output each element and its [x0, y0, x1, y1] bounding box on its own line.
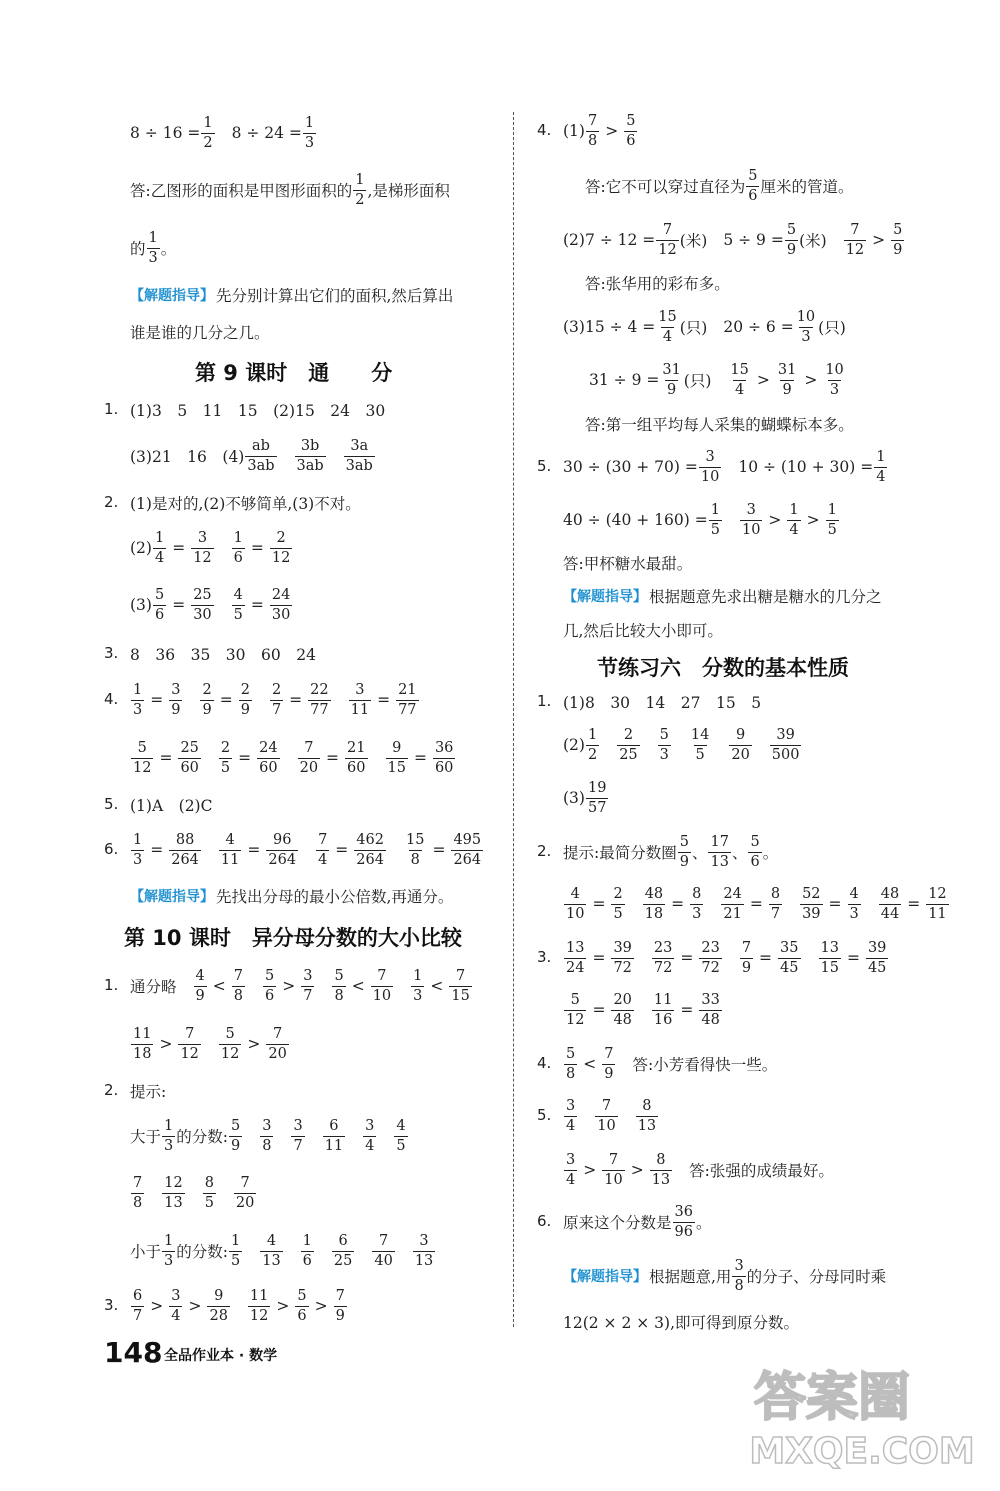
- r-q4-line-4: 31 ÷ 9 = $\frac{31}{9}$ (只) 15 4 > 31 9 > 10 3: [589, 362, 844, 398]
- less-than-third: 小于 1 3 的分数: 1 5 4 13 1 6 6 25 7 40 3 13: [130, 1233, 434, 1269]
- p4-line: 5 8 < 7 9 答:小芳看得快一些。: [566, 1046, 778, 1082]
- guide-line-3: 【解题指导】 先找出分母的最小公倍数,再通分。: [130, 888, 454, 906]
- book-title: 全品作业本 · 数学: [164, 1348, 278, 1364]
- r-q4-answer-3: 答:第一组平均每人采集的蝴蝶标本多。: [585, 416, 854, 434]
- watermark-text: 答案圈: [753, 1368, 911, 1428]
- fraction: $\frac{1}{2}$: [203, 115, 213, 151]
- item-number: 6.: [537, 1212, 552, 1230]
- item-number: 3.: [104, 1296, 119, 1314]
- p6-guide-line: 【解题指导】 根据题意,用 3 8 的分子、分母同时乘: [563, 1258, 887, 1294]
- p3-line-1: $\frac{13}{24}$ = $\frac{39}{72}$ $\frac{23}{72}$ = $\frac{23}{72}$ $\frac{7}{9}$ = $\frac{35}{45}$ $\frac{13}{15}$ = $\frac{39}{45}$: [566, 940, 887, 976]
- q2-line-2: (2) $\frac{1}{4}$ = $\frac{3}{12}$ $\frac{1}{6}$ = $\frac{2}{12}$: [130, 530, 291, 566]
- r-q4-answer-1: 答:它不可以穿过直径为 5 6 厘米的管道。: [585, 168, 854, 204]
- item-number: 3.: [537, 948, 552, 966]
- p5-line-2: 3 4 > 7 10 > 8 13 答:张强的成绩最好。: [566, 1152, 834, 1188]
- s10-q1-line-1: 通分略 4 9 < 7 8 5 6 > 3 7 5 8 < 7 10 1 3 < 7 15: [130, 968, 470, 1004]
- item-number: 3.: [104, 644, 119, 662]
- s10-q2-hint: 提示:: [130, 1083, 167, 1101]
- expr: 8 ÷ 24 =: [231, 124, 302, 142]
- q5-line: (1)A (2)C: [130, 797, 213, 815]
- r-q4-line-2: (2)7 ÷ 12 = $\frac{7}{12}$ (米) 5 ÷ 9 = $\frac{5}{9}$ (米) 7 12 > 5 9: [563, 222, 903, 258]
- column-divider: [513, 112, 514, 1327]
- fraction: $\frac{1}{3}$: [304, 115, 315, 151]
- p1-line-1: (1)8 30 14 27 15 5: [563, 694, 762, 712]
- item-number: 1.: [104, 400, 119, 418]
- section-heading-10: 第 10 课时 异分母分数的大小比较: [124, 926, 462, 950]
- division-line: [130, 103, 317, 163]
- watermark-url: MXQE.COM: [749, 1431, 975, 1472]
- fraction: 1 2: [355, 172, 365, 208]
- guide-tag: 【解题指导】: [130, 288, 214, 304]
- r-guide-line: 【解题指导】 根据题意先求出糖是糖水的几分之: [563, 588, 882, 606]
- r-q4-line-1: (1) 7 8 > 5 6: [563, 113, 636, 149]
- p2-line-2: $\frac{4}{10}$ = $\frac{2}{5}$ $\frac{48}{18}$ = $\frac{8}{3}$ $\frac{24}{21}$ = $\frac{8}{7}$ $\frac{52}{39}$ = $\frac{4}{3}$ $\frac{48}{44}$ = $\frac{12}{11}$: [566, 886, 947, 922]
- page-number: 148: [104, 1336, 163, 1369]
- q3-line: 8 36 35 30 60 24: [130, 646, 316, 664]
- s10-q1-line-2: 11 18 > 7 12 5 12 > 7 20: [133, 1026, 287, 1062]
- item-number: 4.: [537, 1054, 552, 1072]
- p5-line-1: 3 4 7 10 8 13: [566, 1098, 657, 1134]
- r-q5-answer: 答:甲杯糖水最甜。: [563, 555, 693, 573]
- r-q4-line-3: (3)15 ÷ 4 = $\frac{15}{4}$ (只) 20 ÷ 6 = $\frac{10}{3}$ (只): [563, 309, 846, 345]
- p6-guide-line-2: 12(2 × 2 × 3),即可得到原分数。: [563, 1314, 800, 1332]
- greater-than-third: 大于 1 3 的分数: 5 9 3 8 3 7 6 11 3 4 4 5: [130, 1118, 406, 1154]
- q4-line-1: $\frac{1}{3}$ = $\frac{3}{9}$ $\frac{2}{9}$ = $\frac{2}{9}$ $\frac{2}{7}$ = $\frac{22}{77}$ $\frac{3}{11}$ = $\frac{21}{77}$: [133, 682, 417, 718]
- fraction: 1 3: [148, 230, 158, 266]
- answer-line-2: 的 1 3 。: [130, 230, 177, 266]
- item-number: 4.: [104, 690, 119, 708]
- r-q5-line-1: 30 ÷ (30 + 70) = $\frac{3}{10}$ 10 ÷ (10 + 30) = $\frac{1}{4}$: [563, 449, 886, 485]
- item-number: 1.: [537, 692, 552, 710]
- section-heading-practice-6: 节练习六 分数的基本性质: [597, 656, 849, 680]
- r-q5-line-2: 40 ÷ (40 + 160) = $\frac{1}{5}$ 3 10 > 1 4 > 1 5: [563, 502, 837, 538]
- section-heading-9: 第 9 课时 通 分: [195, 361, 393, 385]
- q1-line-2: (3)21 16 (4) ab 3ab 3b 3ab 3a 3ab: [130, 438, 373, 474]
- item-number: 5.: [537, 457, 552, 475]
- q1-line-1: (1)3 5 11 15 (2)15 24 30: [130, 402, 386, 420]
- item-number: 6.: [104, 840, 119, 858]
- p3-line-2: $\frac{5}{12}$ = $\frac{20}{48}$ $\frac{11}{16}$ = $\frac{33}{48}$: [566, 992, 720, 1028]
- guide-line-2: 谁是谁的几分之几。: [130, 324, 270, 342]
- s10-q3-line: 6 7 > 3 4 > 9 28 11 12 > 5 6 > 7 9: [133, 1288, 345, 1324]
- p1-line-2: (2) 1 2 2 25 5 3 14 5 9 20 39 500: [563, 727, 800, 763]
- greater-than-third-2: 7 8 12 13 8 5 7 20: [133, 1175, 255, 1211]
- r-guide-line-2: 几,然后比较大小即可。: [563, 622, 723, 640]
- q6-line: $\frac{1}{3}$ = $\frac{88}{264}$ $\frac{4}{11}$ = $\frac{96}{264}$ $\frac{7}{4}$ = $\frac{462}{264}$ $\frac{15}{8}$ = $\frac{495}{264}$: [133, 832, 482, 868]
- p6-line: 原来这个分数是 36 96 。: [563, 1204, 712, 1240]
- p2-line-1: 提示:最简分数圈 5 9 、 17 13 、 5 6 。: [563, 834, 779, 870]
- p1-line-3: (3) 19 57: [563, 780, 607, 816]
- item-number: 2.: [537, 842, 552, 860]
- expr: 8 ÷ 16 =: [130, 124, 201, 142]
- guide-line: 【解题指导】 先分别计算出它们的面积,然后算出: [130, 287, 454, 305]
- watermark-logo: [712, 1353, 982, 1473]
- q4-line-2: $\frac{5}{12}$ = $\frac{25}{60}$ $\frac{2}{5}$ = $\frac{24}{60}$ $\frac{7}{20}$ = $\frac{21}{60}$ $\frac{9}{15}$ = $\frac{36}{60}$: [133, 740, 454, 776]
- item-number: 5.: [537, 1106, 552, 1124]
- answer-line: 答:乙图形的面积是甲图形面积的 1 2 ,是梯形面积: [130, 172, 450, 208]
- q2-line-3: (3) $\frac{5}{6}$ = $\frac{25}{30}$ $\frac{4}{5}$ = $\frac{24}{30}$: [130, 587, 291, 623]
- r-q4-answer-2: 答:张华用的彩布多。: [585, 275, 730, 293]
- item-number: 1.: [104, 976, 119, 994]
- item-number: 5.: [104, 795, 119, 813]
- item-number: 2.: [104, 493, 119, 511]
- q2-line-1: (1)是对的,(2)不够简单,(3)不对。: [130, 495, 361, 513]
- item-number: 2.: [104, 1081, 119, 1099]
- item-number: 4.: [537, 121, 552, 139]
